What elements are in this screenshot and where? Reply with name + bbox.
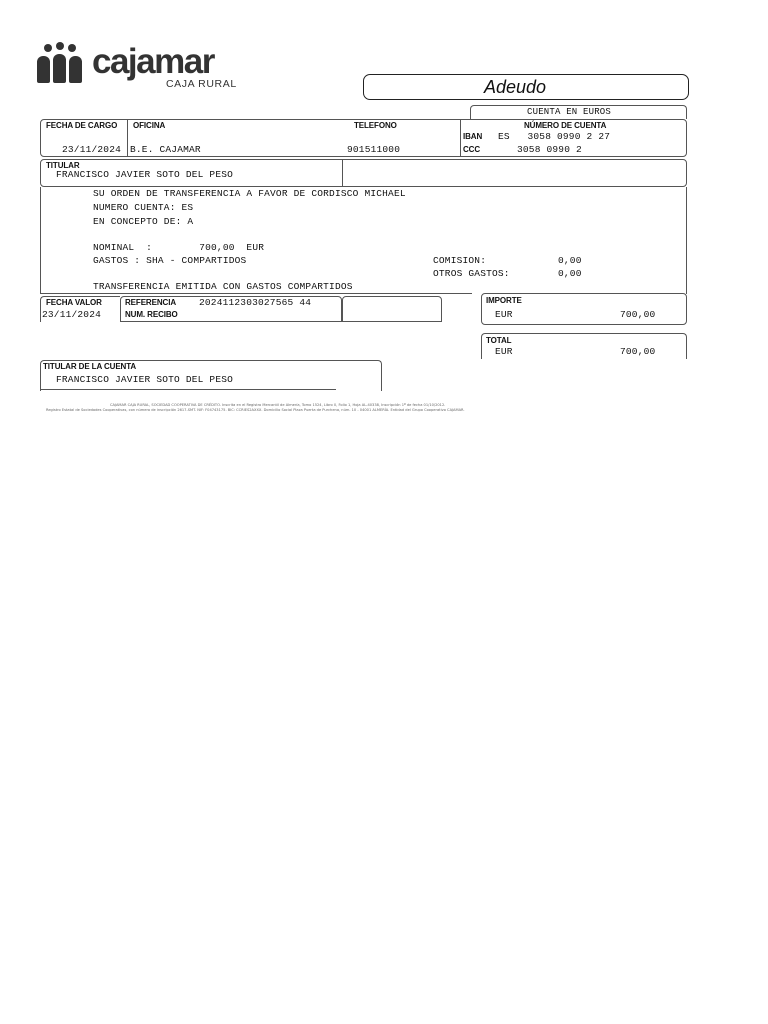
account-currency-label: CUENTA EN EUROS xyxy=(527,107,612,117)
holder-label: TITULAR xyxy=(46,161,80,170)
receipt-label: NUM. RECIBO xyxy=(125,310,178,319)
total-currency: EUR xyxy=(495,346,513,357)
phone-label: TELEFONO xyxy=(354,121,397,130)
account-holder-value: FRANCISCO JAVIER SOTO DEL PESO xyxy=(56,374,234,385)
reference-value: 2024112303027565 44 xyxy=(199,297,312,308)
office-label: OFICINA xyxy=(133,121,166,130)
total-label: TOTAL xyxy=(486,336,512,345)
office-value: B.E. CAJAMAR xyxy=(130,144,201,155)
importe-currency: EUR xyxy=(495,309,513,320)
importe-label: IMPORTE xyxy=(486,296,522,305)
iban-label: IBAN xyxy=(463,132,483,141)
holder-value: FRANCISCO JAVIER SOTO DEL PESO xyxy=(56,169,234,180)
receipt-box xyxy=(342,296,442,322)
value-date-label: FECHA VALOR xyxy=(46,298,102,307)
concept-line-1: SU ORDEN DE TRANSFERENCIA A FAVOR DE CORDISCO MICHAEL xyxy=(93,188,406,199)
comision-label: COMISION: xyxy=(433,255,487,266)
reference-label: REFERENCIA xyxy=(125,298,177,307)
otros-gastos-label: OTROS GASTOS: xyxy=(433,268,510,279)
importe-value: 700,00 xyxy=(620,309,656,320)
account-number-label: NÚMERO DE CUENTA xyxy=(524,121,607,130)
brand-name: cajamar xyxy=(92,42,214,81)
concept-line-3: EN CONCEPTO DE: A xyxy=(93,216,194,227)
gastos-line: GASTOS : SHA - COMPARTIDOS xyxy=(93,255,247,266)
ccc-label: CCC xyxy=(463,145,481,154)
iban-value: ES 3058 0990 2 27 xyxy=(498,131,611,142)
concept-footer-line: TRANSFERENCIA EMITIDA CON GASTOS COMPARTIDOS xyxy=(93,281,353,292)
nominal-line: NOMINAL : 700,00 EUR xyxy=(93,242,265,253)
otros-gastos-value: 0,00 xyxy=(558,268,582,279)
account-holder-label: TITULAR DE LA CUENTA xyxy=(43,362,137,371)
legal-line-1: CAJAMAR CAJA RURAL, SOCIEDAD COOPERATIVA DE CRÉDITO. Inscrita en el Registro Mercantil de Almería, Tomo 1524, Libro 0, Folio 1, Hoja AL-40338, Inscripción 1ª de fecha 01/10/2012. xyxy=(110,403,446,407)
value-date-value: 23/11/2024 xyxy=(42,309,102,320)
logo-figures-icon xyxy=(36,42,84,86)
ccc-value: 3058 0990 2 xyxy=(517,144,582,155)
charge-date-value: 23/11/2024 xyxy=(62,144,122,155)
legal-line-2: Registro Estatal de Sociedades Cooperativas, con número de inscripción 2617-SMT. NIF: F04743175. BIC: CCRIES2AXXX. Domicilio Social Plaza Puerta de Purchena, núm. 10 - 04001 ALMERÍA. Entidad del Grupo Cooperativo CAJAMAR. xyxy=(46,408,465,412)
brand-logo xyxy=(36,42,246,92)
brand-subtitle: CAJA RURAL xyxy=(166,78,237,90)
concept-line-2: NUMERO CUENTA: ES xyxy=(93,202,194,213)
phone-value: 901511000 xyxy=(347,144,401,155)
document-title: Adeudo xyxy=(484,77,547,97)
document-title-box xyxy=(363,74,689,100)
charge-date-label: FECHA DE CARGO xyxy=(46,121,118,130)
total-value: 700,00 xyxy=(620,346,656,357)
comision-value: 0,00 xyxy=(558,255,582,266)
